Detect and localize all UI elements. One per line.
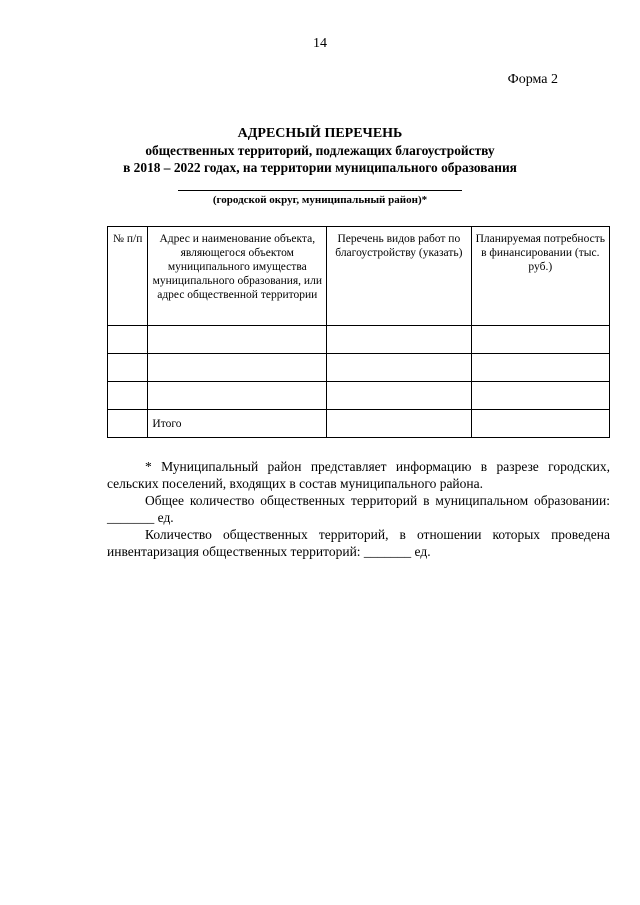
municipality-type-note: (городской округ, муниципальный район)* bbox=[212, 194, 428, 206]
column-header-address: Адрес и наименование объекта, являющегося объектом муниципального имущества муниципального образования, или адрес общественной территории bbox=[148, 227, 327, 326]
document-subtitle-line1: общественных территорий, подлежащих благоустройству bbox=[145, 143, 495, 158]
table-cell bbox=[148, 326, 327, 354]
table-total-row bbox=[108, 410, 610, 438]
table-cell bbox=[471, 354, 609, 382]
table-header-row bbox=[108, 227, 610, 326]
inventoried-territories-count: Количество общественных территорий, в отношении которых проведена инвентаризация общественных территорий: _______ ед. bbox=[107, 527, 610, 559]
column-header-number: № п/п bbox=[108, 227, 148, 326]
page-number: 14 bbox=[313, 36, 327, 51]
table-cell bbox=[471, 326, 609, 354]
table-cell bbox=[471, 410, 609, 438]
table-cell bbox=[327, 410, 471, 438]
table-cell bbox=[327, 354, 471, 382]
form-label: Форма 2 bbox=[507, 72, 558, 87]
fill-in-line bbox=[178, 180, 462, 191]
table-row bbox=[108, 382, 610, 410]
table-cell bbox=[148, 382, 327, 410]
address-list-table bbox=[107, 226, 610, 438]
footnote: * Муниципальный район представляет информацию в разрезе городских, сельских поселений, входящих в состав муниципального района. bbox=[107, 459, 610, 491]
total-territories-count: Общее количество общественных территорий в муниципальном образовании: _______ ед. bbox=[107, 493, 610, 525]
table-row bbox=[108, 354, 610, 382]
table-cell bbox=[471, 382, 609, 410]
total-label: Итого bbox=[148, 410, 327, 438]
table-cell bbox=[108, 410, 148, 438]
table-row bbox=[108, 326, 610, 354]
document-subtitle-line2: в 2018 – 2022 годах, на территории муниципального образования bbox=[123, 160, 517, 175]
table-cell bbox=[148, 354, 327, 382]
document-title: АДРЕСНЫЙ ПЕРЕЧЕНЬ bbox=[237, 126, 403, 141]
table-cell bbox=[327, 382, 471, 410]
table-cell bbox=[108, 382, 148, 410]
column-header-financing: Планируемая потребность в финансировании (тыс. руб.) bbox=[471, 227, 609, 326]
column-header-works: Перечень видов работ по благоустройству (указать) bbox=[327, 227, 471, 326]
table-cell bbox=[108, 326, 148, 354]
title-block bbox=[0, 125, 640, 206]
table-cell bbox=[108, 354, 148, 382]
table-cell bbox=[327, 326, 471, 354]
notes-section bbox=[107, 458, 610, 560]
